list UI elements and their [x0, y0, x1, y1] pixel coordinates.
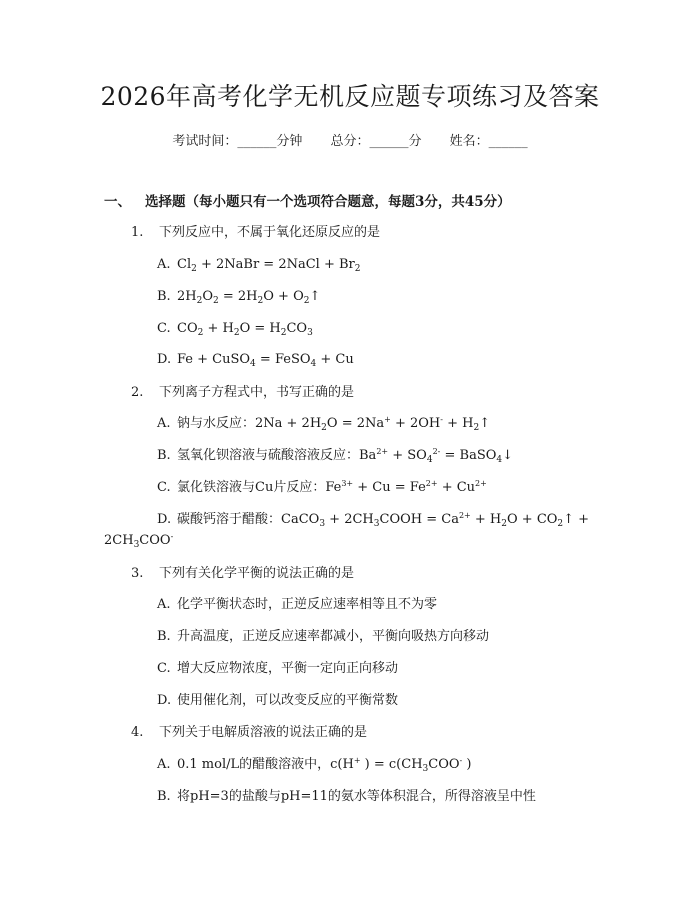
section-heading: [104, 193, 511, 211]
option: A. 钠与水反应：$2Na + 2H_2O = 2Na^+ + 2OH^-$ + $H_2↑$: [157, 415, 491, 433]
option-continuation: $2CH_3COO^-$: [104, 532, 174, 550]
exam-meta: [0, 133, 700, 151]
option: B. $2H_2O_2 = 2H_2O$ + $O_2↑$: [157, 289, 321, 306]
question-stem: 2. 下列离子方程式中，书写正确的是: [131, 385, 355, 400]
option: B. 氢氧化钡溶液与硫酸溶液反应：$Ba^{2+} + SO_4^{2-}$ = BaSO$_4$↓: [157, 447, 514, 465]
option: A. 0.1 mol/L的醋酸溶液中，c(H+ ) = $c(CH_3COO^-$ ): [157, 756, 472, 774]
exam-time: 考试时间：______分钟: [172, 134, 303, 149]
option: B. 将pH=3的盐酸与pH=11的氨水等体积混合，所得溶液呈中性: [157, 789, 536, 804]
question-stem: 4. 下列关于电解质溶液的说法正确的是: [131, 725, 368, 740]
question-stem: 1. 下列反应中，不属于氧化还原反应的是: [131, 225, 381, 240]
section-number: 一、: [104, 194, 131, 210]
question-stem: 3. 下列有关化学平衡的说法正确的是: [131, 566, 355, 581]
option: C. $CO_2 + H_2O = H_2CO_3$: [157, 321, 313, 338]
option: C. 氯化铁溶液与Cu片反应：$Fe^{3+} + Cu = Fe^{2+} + Cu^{2+}$: [157, 479, 487, 495]
option: D. 使用催化剂，可以改变反应的平衡常数: [157, 693, 399, 708]
option: B. 升高温度，正逆反应速率都减小，平衡向吸热方向移动: [157, 629, 490, 644]
option: A. 化学平衡状态时，正逆反应速率相等且不为零: [157, 597, 438, 612]
page-title: 2026年高考化学无机反应题专项练习及答案: [100, 82, 600, 111]
option: A. $Cl_2$ + 2NaBr = 2NaCl + $Br_2$: [157, 257, 361, 274]
option: D. Fe + CuSO$_4$ = FeSO$_4$ + Cu: [157, 352, 354, 369]
student-name: 姓名：______: [449, 134, 528, 149]
option: D. 碳酸钙溶于醋酸：CaCO$_3$ + $2CH_3COOH = Ca^{2+} + H_2O$ + $CO_2↑$ +: [157, 511, 590, 529]
total-score: 总分：______分: [330, 134, 422, 149]
section-label: 选择题（每小题只有一个选项符合题意，每题3分，共45分）: [145, 194, 511, 210]
option: C. 增大反应物浓度，平衡一定向正向移动: [157, 661, 399, 676]
